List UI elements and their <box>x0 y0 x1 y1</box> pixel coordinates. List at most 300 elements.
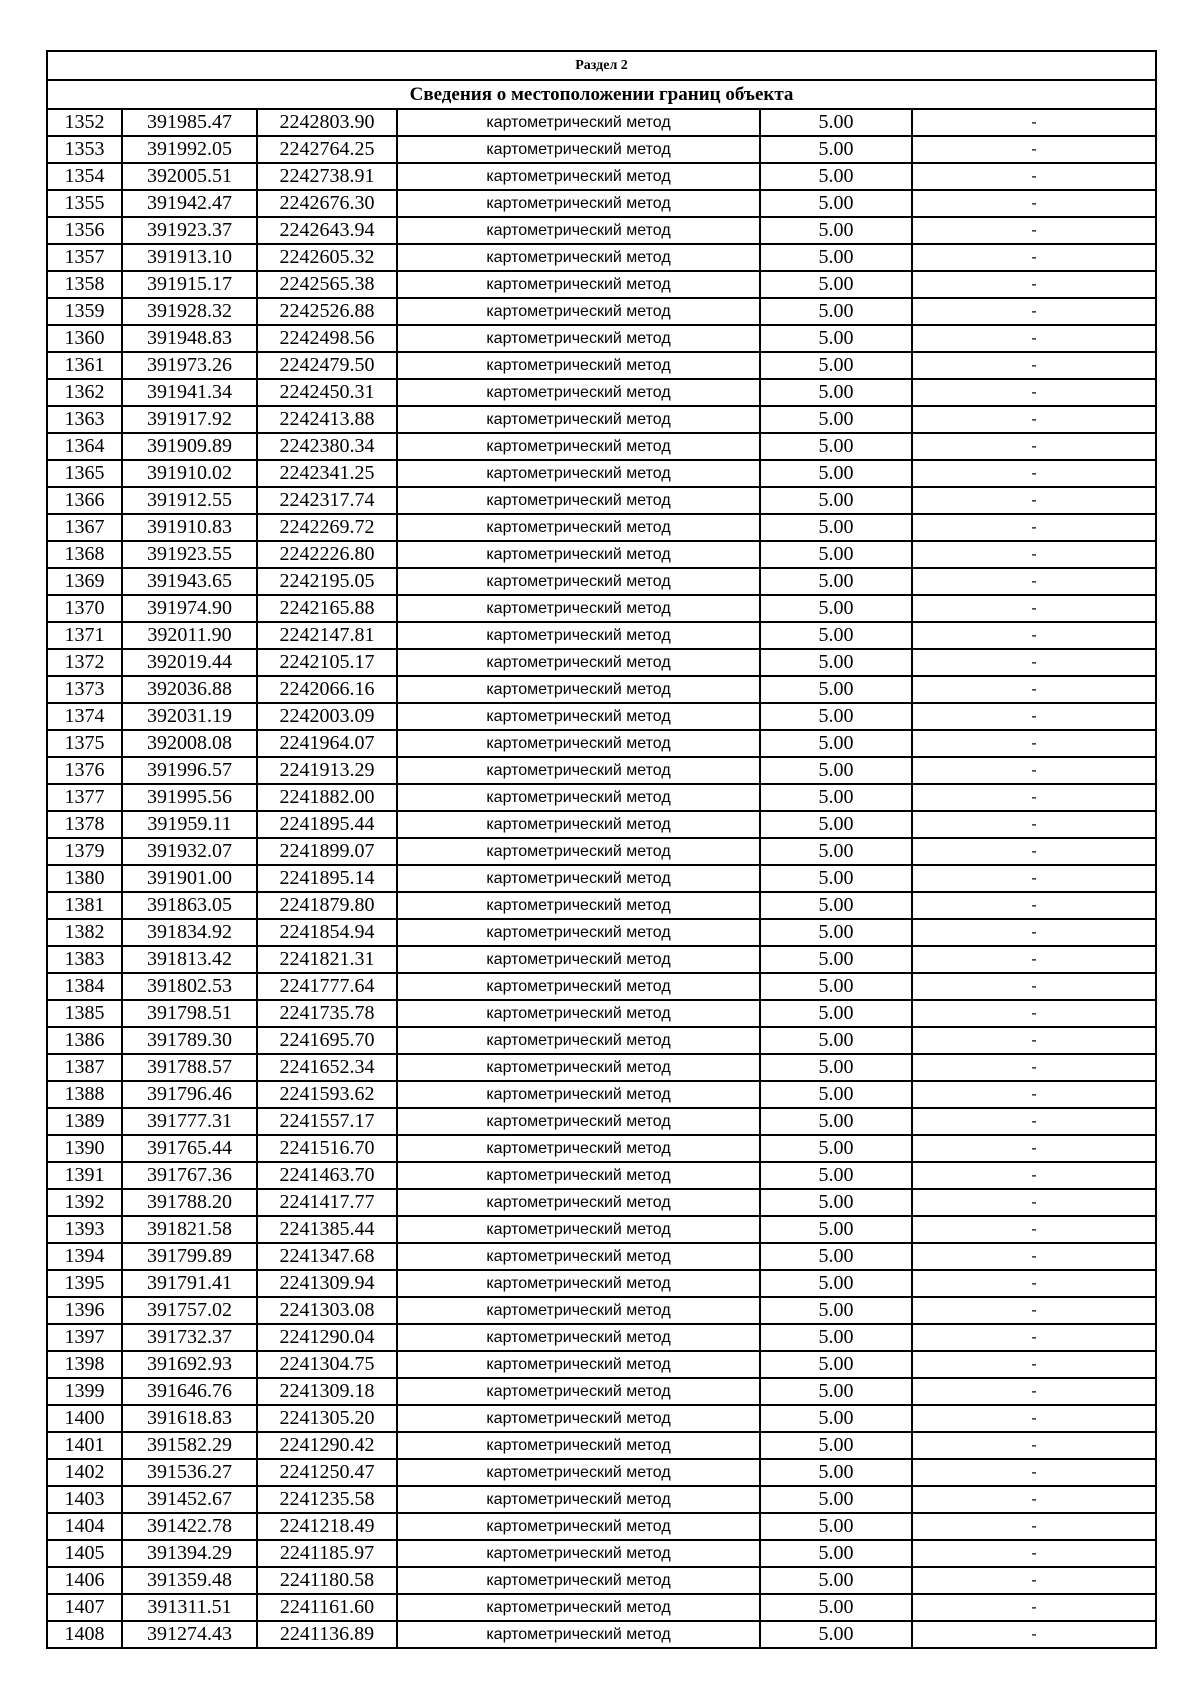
method-cell: картометрический метод <box>397 1513 760 1540</box>
method-cell: картометрический метод <box>397 433 760 460</box>
description-cell: - <box>912 622 1156 649</box>
description-cell: - <box>912 1054 1156 1081</box>
table-row <box>47 1621 1156 1648</box>
table-row <box>47 244 1156 271</box>
accuracy-cell: 5.00 <box>760 460 912 487</box>
method-cell: картометрический метод <box>397 622 760 649</box>
coord-y: 2242803.90 <box>257 109 397 136</box>
point-number: 1396 <box>47 1297 122 1324</box>
accuracy-cell: 5.00 <box>760 244 912 271</box>
coord-y: 2242380.34 <box>257 433 397 460</box>
coord-x: 391788.20 <box>122 1189 257 1216</box>
description-cell: - <box>912 1135 1156 1162</box>
coord-y: 2242341.25 <box>257 460 397 487</box>
accuracy-cell: 5.00 <box>760 1351 912 1378</box>
coord-y: 2242003.09 <box>257 703 397 730</box>
coord-y: 2241913.29 <box>257 757 397 784</box>
point-number: 1352 <box>47 109 122 136</box>
coord-x: 391757.02 <box>122 1297 257 1324</box>
accuracy-cell: 5.00 <box>760 1000 912 1027</box>
accuracy-cell: 5.00 <box>760 1135 912 1162</box>
coord-x: 391536.27 <box>122 1459 257 1486</box>
table-row <box>47 433 1156 460</box>
accuracy-cell: 5.00 <box>760 271 912 298</box>
description-cell: - <box>912 433 1156 460</box>
method-cell: картометрический метод <box>397 1000 760 1027</box>
coord-x: 391777.31 <box>122 1108 257 1135</box>
method-cell: картометрический метод <box>397 757 760 784</box>
coord-x: 391788.57 <box>122 1054 257 1081</box>
coord-y: 2241593.62 <box>257 1081 397 1108</box>
coord-y: 2241290.42 <box>257 1432 397 1459</box>
coord-y: 2241695.70 <box>257 1027 397 1054</box>
point-number: 1366 <box>47 487 122 514</box>
coord-x: 391923.37 <box>122 217 257 244</box>
point-number: 1377 <box>47 784 122 811</box>
coord-y: 2241895.44 <box>257 811 397 838</box>
coord-x: 391973.26 <box>122 352 257 379</box>
method-cell: картометрический метод <box>397 865 760 892</box>
description-cell: - <box>912 1351 1156 1378</box>
coord-x: 391901.00 <box>122 865 257 892</box>
coord-y: 2241290.04 <box>257 1324 397 1351</box>
coord-y: 2241821.31 <box>257 946 397 973</box>
coord-x: 391912.55 <box>122 487 257 514</box>
section-header-row <box>47 51 1156 80</box>
coord-x: 391923.55 <box>122 541 257 568</box>
table-row <box>47 973 1156 1000</box>
accuracy-cell: 5.00 <box>760 1432 912 1459</box>
table-row <box>47 1054 1156 1081</box>
coord-x: 391618.83 <box>122 1405 257 1432</box>
accuracy-cell: 5.00 <box>760 136 912 163</box>
point-number: 1353 <box>47 136 122 163</box>
description-cell: - <box>912 1594 1156 1621</box>
point-number: 1393 <box>47 1216 122 1243</box>
description-cell: - <box>912 595 1156 622</box>
coord-x: 391992.05 <box>122 136 257 163</box>
coord-y: 2241777.64 <box>257 973 397 1000</box>
accuracy-cell: 5.00 <box>760 1216 912 1243</box>
coord-x: 391943.65 <box>122 568 257 595</box>
coord-y: 2241417.77 <box>257 1189 397 1216</box>
accuracy-cell: 5.00 <box>760 352 912 379</box>
description-cell: - <box>912 1378 1156 1405</box>
coord-y: 2242605.32 <box>257 244 397 271</box>
accuracy-cell: 5.00 <box>760 703 912 730</box>
point-number: 1389 <box>47 1108 122 1135</box>
point-number: 1398 <box>47 1351 122 1378</box>
point-number: 1358 <box>47 271 122 298</box>
description-cell: - <box>912 1567 1156 1594</box>
coord-y: 2241347.68 <box>257 1243 397 1270</box>
method-cell: картометрический метод <box>397 352 760 379</box>
description-cell: - <box>912 298 1156 325</box>
point-number: 1385 <box>47 1000 122 1027</box>
description-cell: - <box>912 892 1156 919</box>
method-cell: картометрический метод <box>397 163 760 190</box>
description-cell: - <box>912 1270 1156 1297</box>
accuracy-cell: 5.00 <box>760 676 912 703</box>
accuracy-cell: 5.00 <box>760 1486 912 1513</box>
method-cell: картометрический метод <box>397 514 760 541</box>
method-cell: картометрический метод <box>397 379 760 406</box>
table-row <box>47 622 1156 649</box>
table-row <box>47 676 1156 703</box>
description-cell: - <box>912 514 1156 541</box>
description-cell: - <box>912 703 1156 730</box>
description-cell: - <box>912 109 1156 136</box>
boundary-table <box>46 50 1157 1649</box>
point-number: 1361 <box>47 352 122 379</box>
coord-y: 2241882.00 <box>257 784 397 811</box>
point-number: 1378 <box>47 811 122 838</box>
method-cell: картометрический метод <box>397 811 760 838</box>
accuracy-cell: 5.00 <box>760 946 912 973</box>
table-row <box>47 811 1156 838</box>
table-row <box>47 1594 1156 1621</box>
method-cell: картометрический метод <box>397 1243 760 1270</box>
accuracy-cell: 5.00 <box>760 1621 912 1648</box>
accuracy-cell: 5.00 <box>760 1513 912 1540</box>
table-row <box>47 568 1156 595</box>
method-cell: картометрический метод <box>397 973 760 1000</box>
accuracy-cell: 5.00 <box>760 649 912 676</box>
method-cell: картометрический метод <box>397 1189 760 1216</box>
accuracy-cell: 5.00 <box>760 190 912 217</box>
table-row <box>47 1135 1156 1162</box>
accuracy-cell: 5.00 <box>760 973 912 1000</box>
description-cell: - <box>912 865 1156 892</box>
coord-x: 391582.29 <box>122 1432 257 1459</box>
coord-y: 2241161.60 <box>257 1594 397 1621</box>
method-cell: картометрический метод <box>397 676 760 703</box>
coord-x: 391863.05 <box>122 892 257 919</box>
coord-x: 392011.90 <box>122 622 257 649</box>
coord-y: 2241899.07 <box>257 838 397 865</box>
coord-y: 2241557.17 <box>257 1108 397 1135</box>
table-row <box>47 541 1156 568</box>
coord-x: 391796.46 <box>122 1081 257 1108</box>
method-cell: картометрический метод <box>397 1297 760 1324</box>
method-cell: картометрический метод <box>397 1459 760 1486</box>
coord-y: 2242317.74 <box>257 487 397 514</box>
point-number: 1368 <box>47 541 122 568</box>
point-number: 1371 <box>47 622 122 649</box>
accuracy-cell: 5.00 <box>760 541 912 568</box>
method-cell: картометрический метод <box>397 1540 760 1567</box>
accuracy-cell: 5.00 <box>760 1243 912 1270</box>
method-cell: картометрический метод <box>397 244 760 271</box>
coord-x: 391910.83 <box>122 514 257 541</box>
coord-y: 2241304.75 <box>257 1351 397 1378</box>
coord-x: 391996.57 <box>122 757 257 784</box>
description-cell: - <box>912 352 1156 379</box>
description-cell: - <box>912 379 1156 406</box>
coord-y: 2241136.89 <box>257 1621 397 1648</box>
method-cell: картометрический метод <box>397 838 760 865</box>
method-cell: картометрический метод <box>397 136 760 163</box>
coord-x: 392031.19 <box>122 703 257 730</box>
coord-y: 2242147.81 <box>257 622 397 649</box>
description-cell: - <box>912 541 1156 568</box>
coord-x: 391985.47 <box>122 109 257 136</box>
coord-y: 2241895.14 <box>257 865 397 892</box>
coord-y: 2242450.31 <box>257 379 397 406</box>
description-cell: - <box>912 1324 1156 1351</box>
coord-x: 391802.53 <box>122 973 257 1000</box>
table-row <box>47 730 1156 757</box>
description-cell: - <box>912 1405 1156 1432</box>
description-cell: - <box>912 190 1156 217</box>
coord-x: 392036.88 <box>122 676 257 703</box>
coord-x: 391932.07 <box>122 838 257 865</box>
point-number: 1388 <box>47 1081 122 1108</box>
coord-y: 2242676.30 <box>257 190 397 217</box>
table-row <box>47 406 1156 433</box>
table-row <box>47 919 1156 946</box>
coord-y: 2241303.08 <box>257 1297 397 1324</box>
accuracy-cell: 5.00 <box>760 1270 912 1297</box>
title-row <box>47 80 1156 109</box>
coord-x: 391834.92 <box>122 919 257 946</box>
coord-x: 391692.93 <box>122 1351 257 1378</box>
table-row <box>47 514 1156 541</box>
point-number: 1382 <box>47 919 122 946</box>
method-cell: картометрический метод <box>397 946 760 973</box>
method-cell: картометрический метод <box>397 649 760 676</box>
table-row <box>47 487 1156 514</box>
coord-y: 2241735.78 <box>257 1000 397 1027</box>
table-row <box>47 1513 1156 1540</box>
method-cell: картометрический метод <box>397 1486 760 1513</box>
coord-y: 2241879.80 <box>257 892 397 919</box>
description-cell: - <box>912 163 1156 190</box>
description-cell: - <box>912 1621 1156 1648</box>
description-cell: - <box>912 406 1156 433</box>
method-cell: картометрический метод <box>397 1054 760 1081</box>
point-number: 1379 <box>47 838 122 865</box>
description-cell: - <box>912 649 1156 676</box>
coord-y: 2241854.94 <box>257 919 397 946</box>
point-number: 1376 <box>47 757 122 784</box>
table-row <box>47 1567 1156 1594</box>
table-row <box>47 109 1156 136</box>
method-cell: картометрический метод <box>397 1567 760 1594</box>
table-row <box>47 352 1156 379</box>
accuracy-cell: 5.00 <box>760 838 912 865</box>
method-cell: картометрический метод <box>397 541 760 568</box>
coord-y: 2242643.94 <box>257 217 397 244</box>
table-row <box>47 1405 1156 1432</box>
coord-y: 2241180.58 <box>257 1567 397 1594</box>
coord-x: 391915.17 <box>122 271 257 298</box>
point-number: 1397 <box>47 1324 122 1351</box>
coord-y: 2241218.49 <box>257 1513 397 1540</box>
method-cell: картометрический метод <box>397 190 760 217</box>
point-number: 1408 <box>47 1621 122 1648</box>
table-row <box>47 1297 1156 1324</box>
point-number: 1357 <box>47 244 122 271</box>
description-cell: - <box>912 136 1156 163</box>
point-number: 1395 <box>47 1270 122 1297</box>
accuracy-cell: 5.00 <box>760 1027 912 1054</box>
coord-x: 391974.90 <box>122 595 257 622</box>
method-cell: картометрический метод <box>397 1108 760 1135</box>
point-number: 1369 <box>47 568 122 595</box>
coord-x: 391274.43 <box>122 1621 257 1648</box>
method-cell: картометрический метод <box>397 1405 760 1432</box>
coord-x: 391995.56 <box>122 784 257 811</box>
method-cell: картометрический метод <box>397 325 760 352</box>
description-cell: - <box>912 811 1156 838</box>
accuracy-cell: 5.00 <box>760 1324 912 1351</box>
description-cell: - <box>912 1540 1156 1567</box>
description-cell: - <box>912 1243 1156 1270</box>
description-cell: - <box>912 784 1156 811</box>
method-cell: картометрический метод <box>397 271 760 298</box>
coord-y: 2241964.07 <box>257 730 397 757</box>
description-cell: - <box>912 568 1156 595</box>
accuracy-cell: 5.00 <box>760 163 912 190</box>
table-row <box>47 1432 1156 1459</box>
coord-y: 2242413.88 <box>257 406 397 433</box>
coord-x: 391928.32 <box>122 298 257 325</box>
method-cell: картометрический метод <box>397 784 760 811</box>
method-cell: картометрический метод <box>397 1162 760 1189</box>
method-cell: картометрический метод <box>397 109 760 136</box>
method-cell: картометрический метод <box>397 919 760 946</box>
coord-x: 391813.42 <box>122 946 257 973</box>
point-number: 1399 <box>47 1378 122 1405</box>
description-cell: - <box>912 1000 1156 1027</box>
description-cell: - <box>912 487 1156 514</box>
coord-y: 2241185.97 <box>257 1540 397 1567</box>
table-title: Сведения о местоположении границ объекта <box>47 80 1156 109</box>
coord-y: 2242479.50 <box>257 352 397 379</box>
table-row <box>47 838 1156 865</box>
coord-x: 391948.83 <box>122 325 257 352</box>
point-number: 1374 <box>47 703 122 730</box>
point-number: 1403 <box>47 1486 122 1513</box>
coord-x: 391798.51 <box>122 1000 257 1027</box>
description-cell: - <box>912 757 1156 784</box>
table-body <box>47 51 1156 1648</box>
accuracy-cell: 5.00 <box>760 1378 912 1405</box>
accuracy-cell: 5.00 <box>760 1108 912 1135</box>
table-row <box>47 1324 1156 1351</box>
description-cell: - <box>912 1027 1156 1054</box>
accuracy-cell: 5.00 <box>760 622 912 649</box>
coord-x: 391311.51 <box>122 1594 257 1621</box>
coord-y: 2241516.70 <box>257 1135 397 1162</box>
table-row <box>47 946 1156 973</box>
method-cell: картометрический метод <box>397 1216 760 1243</box>
method-cell: картометрический метод <box>397 703 760 730</box>
accuracy-cell: 5.00 <box>760 784 912 811</box>
description-cell: - <box>912 1486 1156 1513</box>
coord-y: 2241305.20 <box>257 1405 397 1432</box>
point-number: 1365 <box>47 460 122 487</box>
point-number: 1364 <box>47 433 122 460</box>
point-number: 1367 <box>47 514 122 541</box>
coord-y: 2241463.70 <box>257 1162 397 1189</box>
coord-x: 391646.76 <box>122 1378 257 1405</box>
table-row <box>47 1351 1156 1378</box>
point-number: 1360 <box>47 325 122 352</box>
table-row <box>47 1540 1156 1567</box>
table-row <box>47 892 1156 919</box>
table-row <box>47 325 1156 352</box>
accuracy-cell: 5.00 <box>760 379 912 406</box>
coord-y: 2242526.88 <box>257 298 397 325</box>
description-cell: - <box>912 919 1156 946</box>
method-cell: картометрический метод <box>397 1324 760 1351</box>
coord-y: 2241309.18 <box>257 1378 397 1405</box>
coord-x: 391767.36 <box>122 1162 257 1189</box>
coord-x: 391452.67 <box>122 1486 257 1513</box>
accuracy-cell: 5.00 <box>760 865 912 892</box>
coord-y: 2241250.47 <box>257 1459 397 1486</box>
description-cell: - <box>912 325 1156 352</box>
description-cell: - <box>912 1081 1156 1108</box>
table-row <box>47 1243 1156 1270</box>
point-number: 1401 <box>47 1432 122 1459</box>
table-row <box>47 1027 1156 1054</box>
method-cell: картометрический метод <box>397 1270 760 1297</box>
point-number: 1387 <box>47 1054 122 1081</box>
coord-x: 391941.34 <box>122 379 257 406</box>
section-title: Раздел 2 <box>47 51 1156 80</box>
accuracy-cell: 5.00 <box>760 298 912 325</box>
table-row <box>47 703 1156 730</box>
method-cell: картометрический метод <box>397 1594 760 1621</box>
table-row <box>47 865 1156 892</box>
coord-y: 2242195.05 <box>257 568 397 595</box>
method-cell: картометрический метод <box>397 217 760 244</box>
description-cell: - <box>912 1162 1156 1189</box>
table-row <box>47 1108 1156 1135</box>
accuracy-cell: 5.00 <box>760 325 912 352</box>
description-cell: - <box>912 1297 1156 1324</box>
method-cell: картометрический метод <box>397 892 760 919</box>
method-cell: картометрический метод <box>397 1351 760 1378</box>
description-cell: - <box>912 973 1156 1000</box>
point-number: 1407 <box>47 1594 122 1621</box>
coord-x: 392008.08 <box>122 730 257 757</box>
table-row <box>47 1189 1156 1216</box>
accuracy-cell: 5.00 <box>760 1162 912 1189</box>
description-cell: - <box>912 676 1156 703</box>
method-cell: картометрический метод <box>397 1378 760 1405</box>
description-cell: - <box>912 244 1156 271</box>
accuracy-cell: 5.00 <box>760 1567 912 1594</box>
accuracy-cell: 5.00 <box>760 514 912 541</box>
accuracy-cell: 5.00 <box>760 919 912 946</box>
coord-y: 2242498.56 <box>257 325 397 352</box>
table-row <box>47 1270 1156 1297</box>
point-number: 1383 <box>47 946 122 973</box>
coord-y: 2241652.34 <box>257 1054 397 1081</box>
coord-y: 2241385.44 <box>257 1216 397 1243</box>
coord-y: 2242269.72 <box>257 514 397 541</box>
table-row <box>47 136 1156 163</box>
table-row <box>47 649 1156 676</box>
coord-x: 391732.37 <box>122 1324 257 1351</box>
coord-x: 391422.78 <box>122 1513 257 1540</box>
accuracy-cell: 5.00 <box>760 811 912 838</box>
coord-x: 391821.58 <box>122 1216 257 1243</box>
